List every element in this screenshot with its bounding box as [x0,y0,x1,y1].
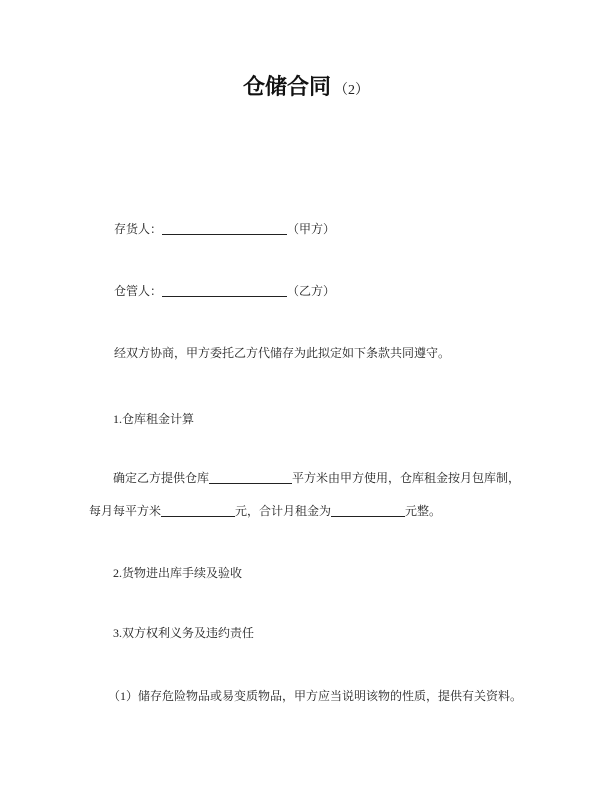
document-title-text: 仓储合同 [242,74,331,99]
rent-clause-line2-post: 元整。 [405,504,442,518]
depositor-name-blank [162,221,287,235]
rent-clause-line1-post: 平方米由甲方使用，仓库租金按月包库制， [292,471,521,485]
unit-price-blank [161,503,235,517]
rent-clause-line-1 [113,470,520,486]
depositor-label: 存货人： [114,222,163,236]
section-1-heading: 1.仓库租金计算 [113,412,195,426]
rent-clause-line1-pre: 确定乙方提供仓库 [113,471,210,485]
keeper-label: 仓管人： [114,284,163,298]
keeper-party-label: （乙方） [287,284,336,298]
document-title-number: （2） [334,83,369,98]
monthly-rent-blank [331,503,405,517]
keeper-line [114,283,335,299]
depositor-line [114,221,335,237]
clause-item-1: （1）储存危险物品或易变质物品，甲方应当说明该物的性质，提供有关资料。 [108,689,523,703]
depositor-party-label: （甲方） [287,222,336,236]
document-title [0,72,612,106]
intro-paragraph: 经双方协商，甲方委托乙方代储存为此拟定如下条款共同遵守。 [114,346,451,360]
rent-clause-line2-mid: 元，合计月租金为 [235,504,332,518]
warehouse-area-blank [209,470,292,484]
keeper-name-blank [162,283,287,297]
section-3-heading: 3.双方权利义务及违约责任 [113,626,255,640]
section-2-heading: 2.货物进出库手续及验收 [113,566,243,580]
rent-clause-line-2 [89,503,441,519]
rent-clause-line2-pre: 每月每平方米 [89,504,162,518]
